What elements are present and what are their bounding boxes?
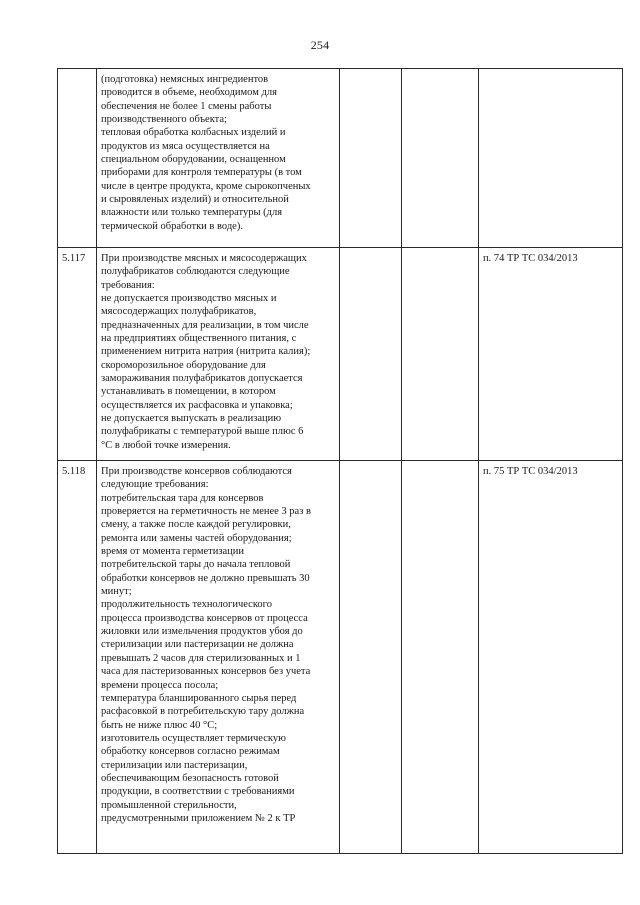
text-line: скороморозильное оборудование для <box>101 359 266 371</box>
page-number: 254 <box>310 38 330 52</box>
text-line: времени процесса посола; <box>101 679 219 691</box>
text-line: полуфабрикатов соблюдаются следующие <box>101 266 290 278</box>
empty-cell <box>402 248 479 461</box>
table-row <box>58 248 623 461</box>
text-line: предусмотренными приложением № 2 к ТР <box>101 812 296 824</box>
text-line: полуфабрикаты с температурой выше плюс 6 <box>101 426 304 438</box>
text-line: При производстве мясных и мясосодержащих <box>101 253 307 264</box>
text-line: тепловая обработка колбасных изделий и <box>101 127 286 139</box>
text-line: устанавливать в помещении, в котором <box>101 386 276 398</box>
item-number: 5.118 <box>58 461 97 854</box>
requirement-text <box>97 69 340 248</box>
text-line: обеспечения не более 1 смены работы <box>101 100 272 112</box>
regulation-reference <box>479 69 623 248</box>
text-line: термической обработки в воде). <box>101 220 243 232</box>
text-line: обработки консервов не должно превышать 30 <box>101 572 310 584</box>
text-line: быть не ниже плюс 40 °С; <box>101 719 218 731</box>
text-line: следующие требования: <box>101 479 209 491</box>
text-line: жиловки или измельчения продуктов убоя до <box>101 626 303 638</box>
requirement-text <box>97 461 340 854</box>
empty-cell <box>340 461 402 854</box>
text-line: продукции, в соответствии с требованиями <box>101 786 295 798</box>
text-line: минут; <box>101 586 132 598</box>
text-line: продолжительность технологического <box>101 599 272 611</box>
empty-cell <box>340 69 402 248</box>
text-line: осуществляется их расфасовка и упаковка; <box>101 399 293 411</box>
empty-cell <box>402 461 479 854</box>
regulation-reference: п. 75 ТР ТС 034/2013 <box>479 461 623 854</box>
text-line: изготовитель осуществляет термическую <box>101 732 286 744</box>
text-line: производственного объекта; <box>101 114 227 126</box>
table-row <box>58 69 623 248</box>
text-line: применением нитрита натрия (нитрита калия); <box>101 346 311 358</box>
text-line: смену, а также после каждой регулировки, <box>101 519 291 531</box>
item-number: 5.117 <box>58 248 97 461</box>
text-line: продуктов из мяса осуществляется на <box>101 140 270 152</box>
text-line: превышать 2 часов для стерилизованных и 1 <box>101 652 301 664</box>
requirements-table <box>57 68 623 854</box>
text-line: потребительской тары до начала тепловой <box>101 559 291 571</box>
text-line: время от момента герметизации <box>101 546 245 558</box>
text-line: промышленной стерильности, <box>101 799 237 811</box>
empty-cell <box>402 69 479 248</box>
requirement-text <box>97 248 340 461</box>
text-line: ремонта или замены частей оборудования; <box>101 532 292 544</box>
text-line: При производстве консервов соблюдаются <box>101 466 292 477</box>
text-line: температура бланшированного сырья перед <box>101 692 297 704</box>
text-line: приборами для контроля температуры (в том <box>101 167 302 179</box>
text-line: стерилизации или пастеризации не должна <box>101 639 294 651</box>
text-line: требования: <box>101 279 155 291</box>
text-line: на предприятиях общественного питания, с <box>101 333 297 345</box>
text-line: не допускается производство мясных и <box>101 293 277 305</box>
text-line: проводится в объеме, необходимом для <box>101 87 277 99</box>
text-line: (подготовка) немясных ингредиентов <box>101 74 269 85</box>
text-line: замораживания полуфабрикатов допускается <box>101 373 303 385</box>
text-line: стерилизации или пастеризации, <box>101 759 248 771</box>
text-line: числе в центре продукта, кроме сырокопченых <box>101 180 311 192</box>
text-line: влажности или только температуры (для <box>101 207 283 219</box>
text-line: проверяется на герметичность не менее 3 раз в <box>101 506 311 518</box>
item-number <box>58 69 97 248</box>
table-row <box>58 461 623 854</box>
text-line: предназначенных для реализации, в том числе <box>101 319 309 331</box>
empty-cell <box>340 248 402 461</box>
regulation-reference: п. 74 ТР ТС 034/2013 <box>479 248 623 461</box>
text-line: специальном оборудовании, оснащенном <box>101 154 286 166</box>
text-line: обеспечивающим безопасность готовой <box>101 772 279 784</box>
text-line: °С в любой точке измерения. <box>101 439 231 451</box>
text-line: расфасовкой в потребительскую тару должна <box>101 706 305 718</box>
text-line: не допускается выпускать в реализацию <box>101 413 282 425</box>
text-line: и сыровяленых изделий) и относительной <box>101 194 289 206</box>
text-line: процесса производства консервов от процесса <box>101 612 308 624</box>
text-line: часа для пастеризованных консервов без учета <box>101 666 311 678</box>
text-line: потребительская тара для консервов <box>101 492 264 504</box>
text-line: мясосодержащих полуфабрикатов, <box>101 306 257 318</box>
text-line: обработку консервов согласно режимам <box>101 746 280 758</box>
